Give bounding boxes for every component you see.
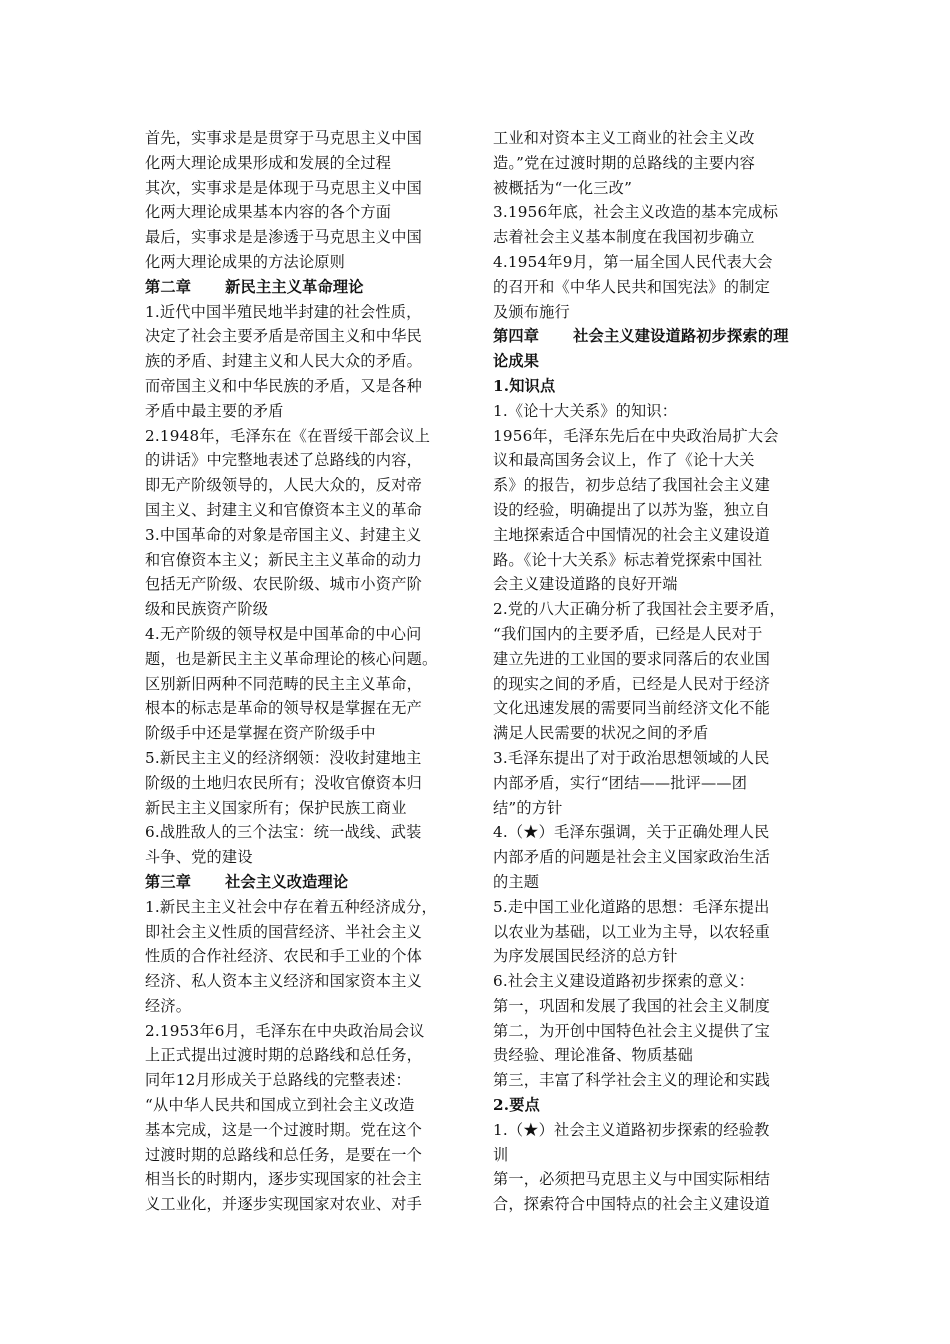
text-line: 矛盾中最主要的矛盾 bbox=[145, 401, 284, 420]
text-line: 主地探索适合中国情况的社会主义建设道 bbox=[493, 525, 770, 544]
text-line: 而帝国主义和中华民族的矛盾，又是各种 bbox=[145, 376, 422, 395]
text-line: 决定了社会主要矛盾是帝国主义和中华民 bbox=[145, 327, 422, 346]
text-line: 同年12月形成关于总路线的完整表述： bbox=[145, 1071, 411, 1090]
text-line: 其次，实事求是是体现于马克思主义中国 bbox=[145, 178, 422, 197]
text-line: 2.党的八大正确分析了我国社会主要矛盾， bbox=[493, 600, 785, 619]
text-line: 即无产阶级领导的，人民大众的，反对帝 bbox=[145, 476, 422, 495]
text-line: 建立先进的工业国的要求同落后的农业国 bbox=[493, 649, 770, 668]
section-heading: 1.知识点 bbox=[493, 376, 556, 395]
text-line: 第二，为开创中国特色社会主义提供了宝 bbox=[493, 1021, 770, 1040]
text-line: 化两大理论成果的方法论原则 bbox=[145, 252, 346, 271]
text-line: 满足人民需要的状况之间的矛盾 bbox=[493, 724, 709, 743]
text-line: 上正式提出过渡时期的总路线和总任务， bbox=[145, 1046, 422, 1065]
text-line: 过渡时期的总路线和总任务，是要在一个 bbox=[145, 1145, 422, 1164]
text-line: 的主题 bbox=[493, 872, 540, 891]
text-line: 4.无产阶级的领导权是中国革命的中心问 bbox=[145, 624, 422, 643]
text-line: 区别新旧两种不同范畴的民主主义革命， bbox=[145, 674, 422, 693]
text-line: 化两大理论成果形成和发展的全过程 bbox=[145, 153, 392, 172]
text-line: 经济、私人资本主义经济和国家资本主义 bbox=[145, 972, 422, 991]
text-line: 工业和对资本主义工商业的社会主义改 bbox=[493, 129, 755, 147]
text-line: 化两大理论成果基本内容的各个方面 bbox=[145, 203, 392, 222]
text-line: 设的经验，明确提出了以苏为鉴，独立自 bbox=[493, 500, 770, 519]
text-line: 1.新民主主义社会中存在着五种经济成分， bbox=[145, 897, 437, 916]
chapter-heading bbox=[493, 324, 805, 349]
text-line: 国主义、封建主义和官僚资本主义的革命 bbox=[145, 500, 422, 519]
text-line: 的召开和《中华人民共和国宪法》的制定 bbox=[493, 277, 770, 296]
text-line: 经济。 bbox=[145, 996, 192, 1015]
section-heading: 2.要点 bbox=[493, 1096, 541, 1115]
text-line: 即社会主义性质的国营经济、半社会主义 bbox=[145, 922, 422, 941]
text-line: 合，探索符合中国特点的社会主义建设道 bbox=[493, 1195, 770, 1214]
text-line: 5.新民主主义的经济纲领：没收封建地主 bbox=[145, 748, 422, 767]
text-line: 内部矛盾，实行“团结——批评——团 bbox=[493, 773, 748, 792]
text-line: 6.战胜敌人的三个法宝：统一战线、武装 bbox=[145, 823, 422, 842]
text-line: 路。《论十大关系》标志着党探索中国社 bbox=[493, 550, 763, 569]
text-line: 3.1956年底，社会主义改造的基本完成标 bbox=[493, 203, 779, 222]
text-line: 6.社会主义建设道路初步探索的意义： bbox=[493, 972, 755, 991]
text-line: “我们国内的主要矛盾，已经是人民对于 bbox=[493, 624, 763, 643]
chapter-title: 社会主义建设道路初步探索的理 bbox=[573, 327, 789, 346]
text-line: 1.《论十大关系》的知识： bbox=[493, 401, 678, 420]
text-line: 训 bbox=[493, 1145, 509, 1164]
text-line: 第一，必须把马克思主义与中国实际相结 bbox=[493, 1170, 770, 1189]
text-line: 1.（★）社会主义道路初步探索的经验教 bbox=[493, 1120, 770, 1139]
text-line: 贵经验、理论准备、物质基础 bbox=[493, 1046, 694, 1065]
text-line: 第一，巩固和发展了我国的社会主义制度 bbox=[493, 996, 770, 1015]
text-line: 3.中国革命的对象是帝国主义、封建主义 bbox=[145, 525, 422, 544]
text-line: 以农业为基础，以工业为主导，以农轻重 bbox=[493, 922, 770, 941]
chapter-title: 社会主义改造理论 bbox=[225, 872, 349, 891]
text-line: 首先，实事求是是贯穿于马克思主义中国 bbox=[145, 129, 422, 147]
text-line: 2.1948年，毛泽东在《在晋绥干部会议上 bbox=[145, 426, 431, 445]
text-line: 斗争、党的建设 bbox=[145, 848, 253, 867]
text-line: 文化迅速发展的需要同当前经济文化不能 bbox=[493, 699, 770, 718]
text-line: 相当长的时期内，逐步实现国家的社会主 bbox=[145, 1170, 422, 1189]
text-line: 最后，实事求是是渗透于马克思主义中国 bbox=[145, 228, 422, 247]
text-line: 的讲话》中完整地表述了总路线的内容， bbox=[145, 451, 422, 470]
text-line: 级和民族资产阶级 bbox=[145, 600, 269, 619]
text-line: 题，也是新民主主义革命理论的核心问题。 bbox=[145, 649, 438, 668]
text-line: 系》的报告，初步总结了我国社会主义建 bbox=[493, 476, 770, 495]
text-line: 3.毛泽东提出了对于政治思想领域的人民 bbox=[493, 748, 770, 767]
text-line: 被概括为“一化三改” bbox=[493, 178, 633, 197]
left-text-column bbox=[145, 126, 463, 1217]
text-line: 2.1953年6月，毛泽东在中央政治局会议 bbox=[145, 1021, 425, 1040]
text-line: 1.近代中国半殖民地半封建的社会性质， bbox=[145, 302, 422, 321]
text-line: 新民主主义国家所有；保护民族工商业 bbox=[145, 798, 407, 817]
text-line: 基本完成，这是一个过渡时期。党在这个 bbox=[145, 1120, 422, 1139]
chapter-heading bbox=[145, 275, 463, 300]
chapter-number: 第三章 bbox=[145, 872, 192, 891]
text-line: 4.1954年9月，第一届全国人民代表大会 bbox=[493, 252, 773, 271]
text-line: 根本的标志是革命的领导权是掌握在无产 bbox=[145, 699, 422, 718]
text-line: 志着社会主义基本制度在我国初步确立 bbox=[493, 228, 755, 247]
text-line: 会主义建设道路的良好开端 bbox=[493, 575, 678, 594]
section-heading: 论成果 bbox=[493, 352, 540, 371]
text-line: 为序发展国民经济的总方针 bbox=[493, 947, 678, 966]
text-line: 议和最高国务会议上，作了《论十大关 bbox=[493, 451, 755, 470]
text-line: 第三，丰富了科学社会主义的理论和实践 bbox=[493, 1071, 770, 1090]
text-line: 及颁布施行 bbox=[493, 302, 570, 321]
text-line: 结”的方针 bbox=[493, 798, 563, 817]
text-line: 包括无产阶级、农民阶级、城市小资产阶 bbox=[145, 575, 422, 594]
text-line: “从中华人民共和国成立到社会主义改造 bbox=[145, 1096, 415, 1115]
text-line: 族的矛盾、封建主义和人民大众的矛盾。 bbox=[145, 352, 422, 371]
chapter-number: 第二章 bbox=[145, 277, 192, 296]
text-line: 和官僚资本主义；新民主主义革命的动力 bbox=[145, 550, 422, 569]
right-text-column bbox=[493, 126, 805, 1217]
text-line: 的现实之间的矛盾，已经是人民对于经济 bbox=[493, 674, 770, 693]
chapter-title: 新民主主义革命理论 bbox=[225, 277, 364, 296]
text-line: 5.走中国工业化道路的思想：毛泽东提出 bbox=[493, 897, 770, 916]
text-line: 义工业化，并逐步实现国家对农业、对手 bbox=[145, 1195, 422, 1214]
text-line: 造。”党在过渡时期的总路线的主要内容 bbox=[493, 153, 755, 172]
text-line: 1956年，毛泽东先后在中央政治局扩大会 bbox=[493, 426, 779, 445]
text-line: 内部矛盾的问题是社会主义国家政治生活 bbox=[493, 848, 770, 867]
text-line: 阶级的土地归农民所有；没收官僚资本归 bbox=[145, 773, 422, 792]
chapter-number: 第四章 bbox=[493, 327, 540, 346]
text-line: 性质的合作社经济、农民和手工业的个体 bbox=[145, 947, 422, 966]
chapter-heading bbox=[145, 870, 463, 895]
text-line: 阶级手中还是掌握在资产阶级手中 bbox=[145, 724, 376, 743]
text-line: 4.（★）毛泽东强调，关于正确处理人民 bbox=[493, 823, 770, 842]
